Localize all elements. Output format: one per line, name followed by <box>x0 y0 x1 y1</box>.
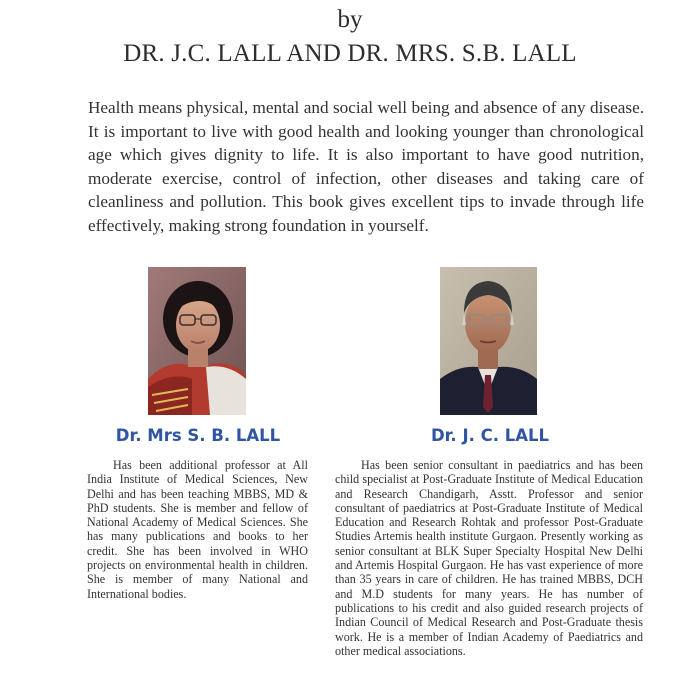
author-bio-mrs-sb-lall: Has been additional professor at All India Institute of Medical Sciences, New Delhi and has been teaching MBBS, MD & PhD students. She is member and fellow of National Academy of Medical Sciences. She has many publications and books to her credit. She has been involved in WHO projects on environmental health in children. She is member of many National and International bodies. <box>87 458 308 601</box>
author-photo-mrs-sb-lall <box>148 267 246 415</box>
author-photo-jc-lall <box>440 267 537 415</box>
author-bio-jc-lall: Has been senior consultant in paediatrics and has been child specialist at Post-Graduate Institute of Medical Education and Research Chandigarh, Asstt. Professor and senior consultant of paediatrics at Post-Graduate Institute of Medical Education and Research Rohtak and professor Post-Graduate Studies Artemis health institute Gurgaon. Presently working as senior consultant at BLK Super Specialty Hospital New Delhi and Artemis Hospital Gurgaon. He has vast experience of more than 35 years in care of children. He has trained MBBS, DCH and M.D students for many years. He has number of publications to his credit and also guided research projects of Indian Council of Medical Research and Post-Graduate thesis work. He is a member of Indian Academy of Paediatrics and other medical associations. <box>335 458 643 658</box>
authors-heading: DR. J.C. LALL AND DR. MRS. S.B. LALL <box>123 40 577 67</box>
author-name-mrs-sb-lall: Dr. Mrs S. B. LALL <box>115 426 281 445</box>
by-line: by <box>337 6 363 33</box>
author-name-jc-lall: Dr. J. C. LALL <box>430 426 550 445</box>
book-description: Health means physical, mental and social well being and absence of any disease. It is important to live with good health and looking younger than chronological age which gives dignity to life. It is also important to have good nutrition, moderate exercise, control of infection, other diseases and taking care of cleanliness and pollution. This book gives excellent tips to invade through life effectively, making strong foundation in yourself. <box>88 98 644 235</box>
